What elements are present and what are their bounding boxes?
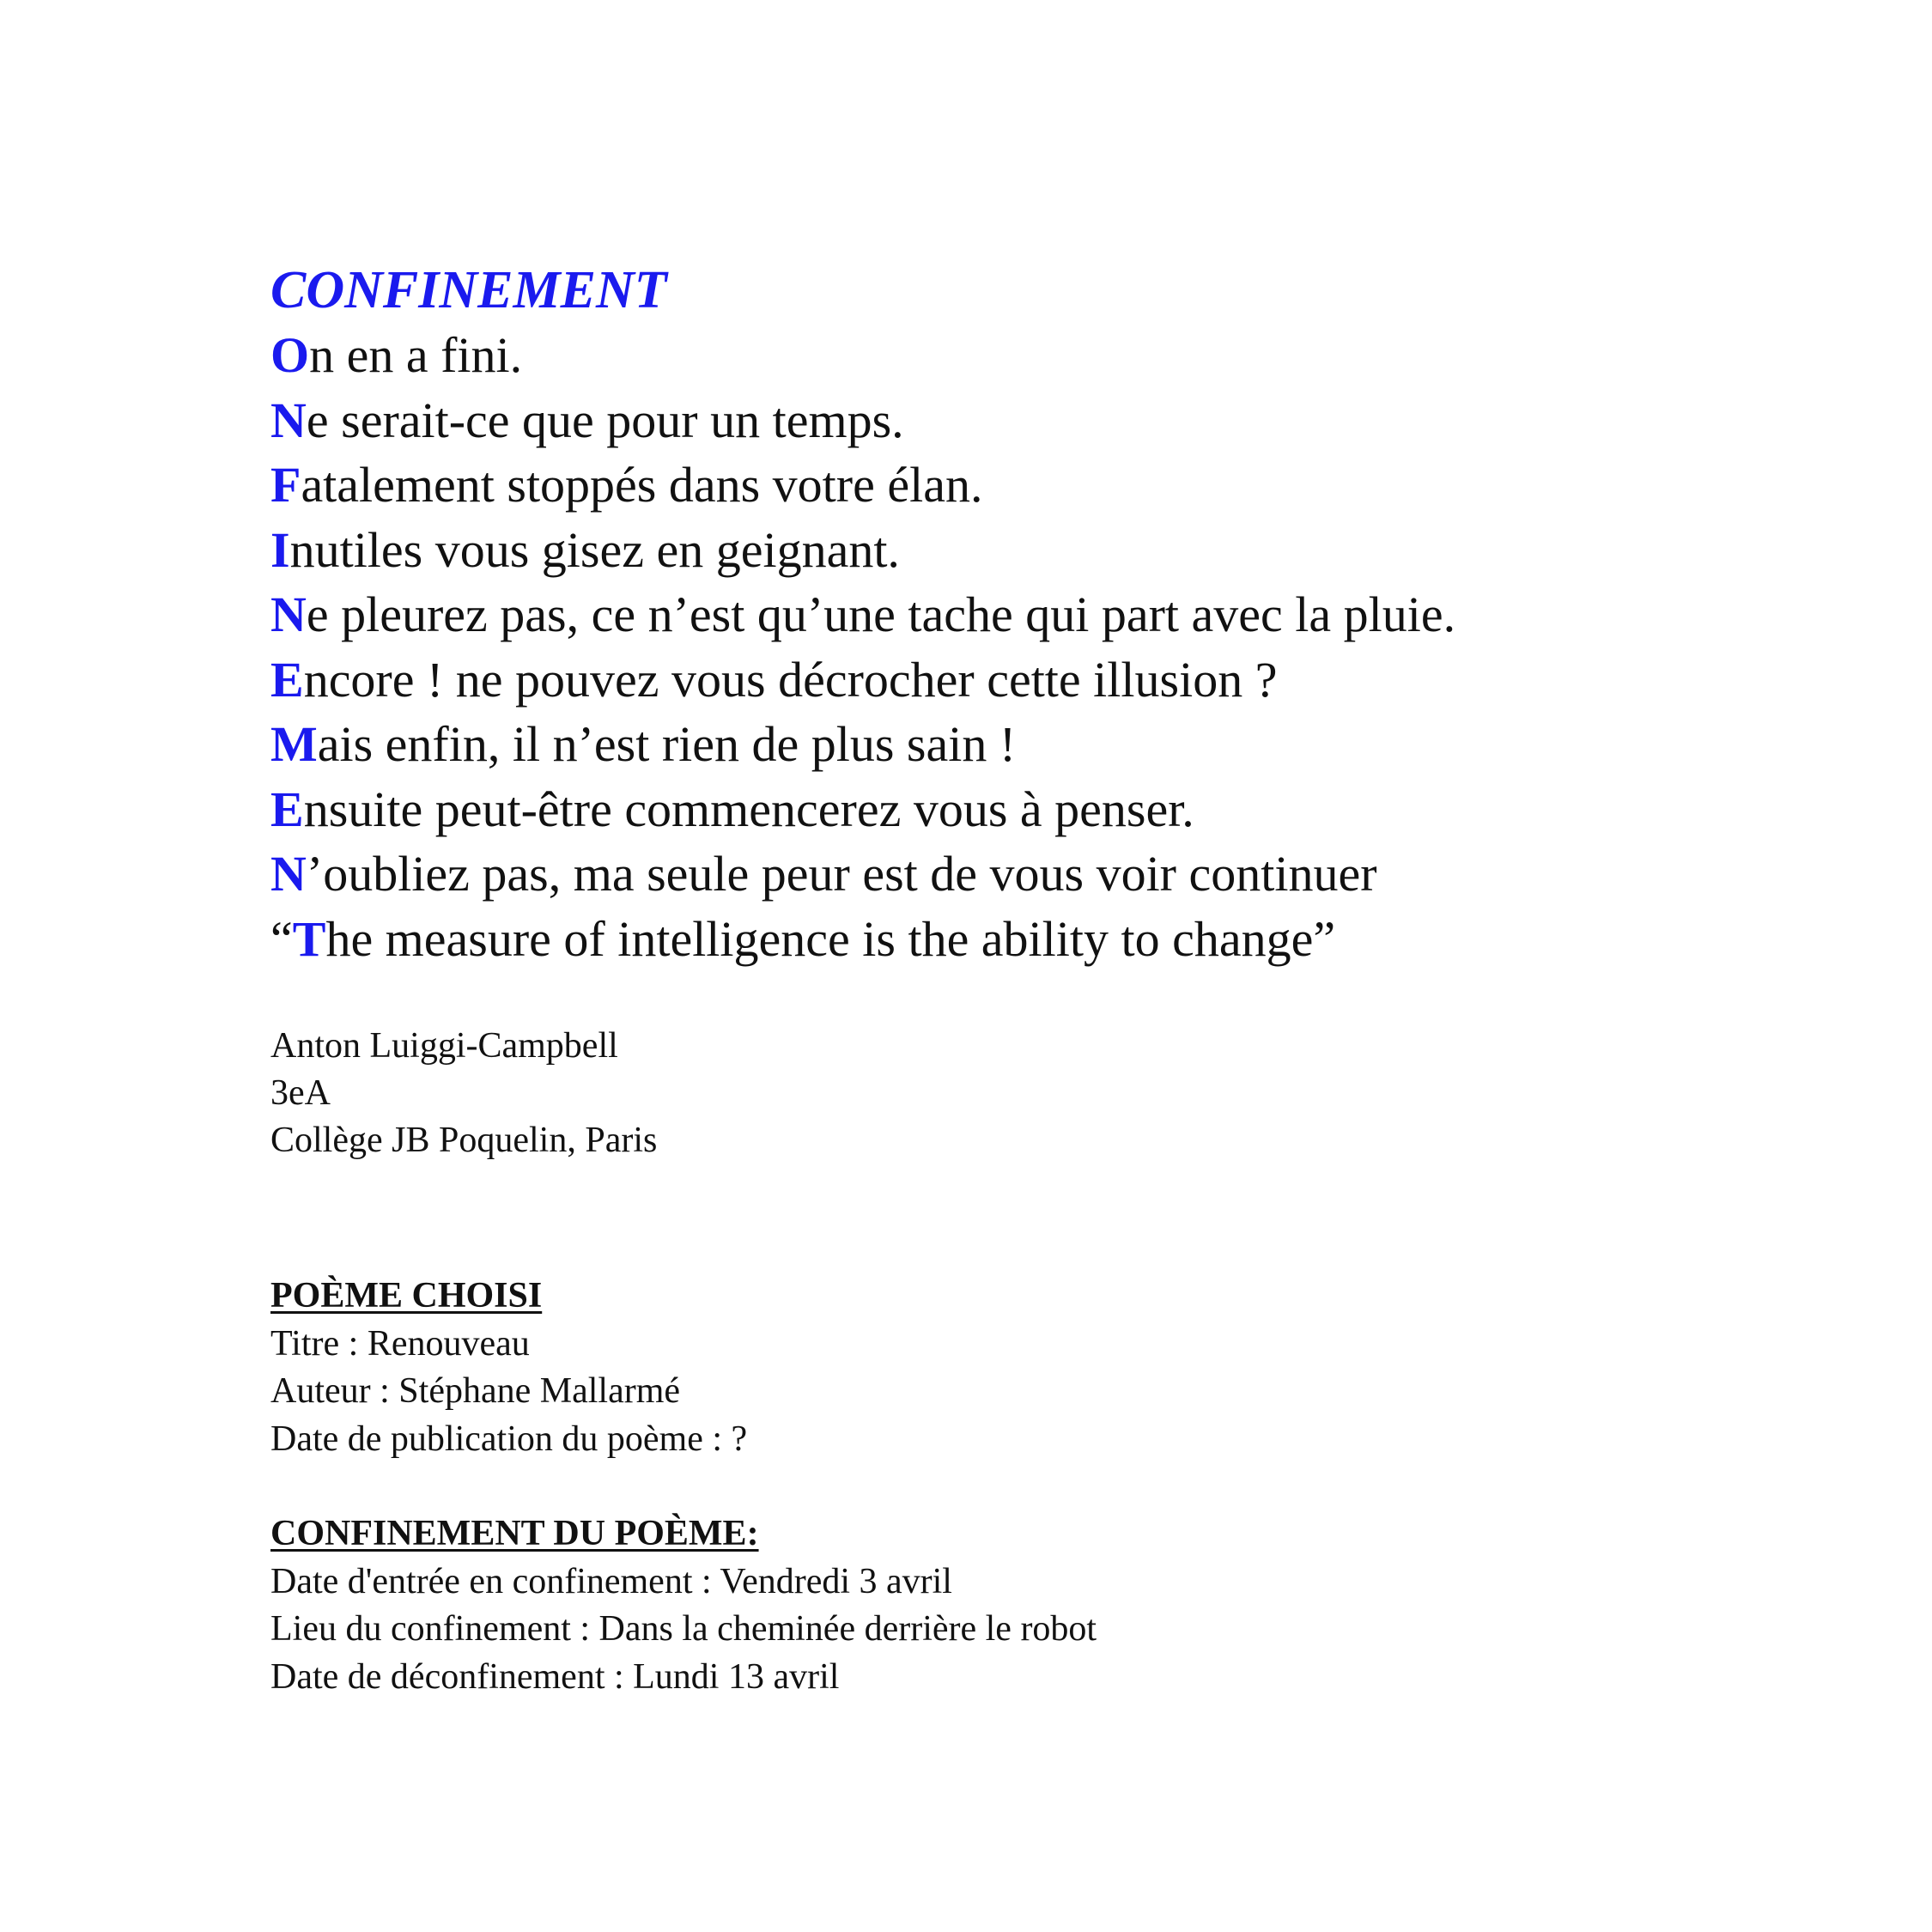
confinement-section: [270, 1510, 1902, 1701]
document-page: [270, 258, 1902, 1701]
poem-line: [270, 518, 1902, 583]
poem-line: [270, 841, 1902, 907]
line-text: n en a fini.: [309, 327, 523, 383]
line-text: atalement stoppés dans votre élan.: [301, 457, 983, 513]
chosen-poem-author: Auteur : Stéphane Mallarmé: [270, 1371, 681, 1411]
line-text: e serait-ce que pour un temps.: [306, 392, 904, 448]
confinement-place: Lieu du confinement : Dans la cheminée derrière le robot: [270, 1609, 1097, 1649]
acrostic-initial: N: [270, 846, 307, 902]
acrostic-initial: I: [270, 521, 290, 578]
line-text: nutiles vous gisez en geignant.: [289, 521, 900, 578]
line-prefix: “: [270, 910, 293, 967]
chosen-poem-section: [270, 1273, 1902, 1463]
confinement-entry-date: Date d'entrée en confinement : Vendredi 3 avril: [270, 1561, 952, 1601]
confinement-exit-date: Date de déconfinement : Lundi 13 avril: [270, 1656, 840, 1697]
poem-line: [270, 582, 1902, 647]
line-text: nsuite peut-être commencerez vous à penser.: [303, 781, 1194, 837]
line-text: e pleurez pas, ce n’est qu’une tache qui part avec la pluie.: [306, 586, 1456, 642]
acrostic-initial: M: [270, 716, 318, 772]
school-name: Collège JB Poquelin, Paris: [270, 1121, 658, 1160]
acrostic-initial: N: [270, 392, 307, 448]
poem-line: [270, 647, 1902, 713]
acrostic-initial: E: [270, 651, 304, 708]
poem-title: CONFINEMENT: [270, 261, 667, 319]
chosen-poem-date: Date de publication du poème : ?: [270, 1419, 748, 1459]
line-text: he measure of intelligence is the ability to change”: [325, 910, 1336, 967]
acrostic-poem: [270, 323, 1902, 971]
confinement-heading: CONFINEMENT DU POÈME:: [270, 1514, 759, 1553]
line-text: ’oubliez pas, ma seule peur est de vous voir continuer: [306, 846, 1377, 902]
line-text: ais enfin, il n’est rien de plus sain !: [317, 716, 1017, 772]
acrostic-initial: O: [270, 327, 310, 383]
signature-block: [270, 1023, 1902, 1164]
poem-line: [270, 388, 1902, 453]
poem-line: [270, 777, 1902, 842]
line-text: ncore ! ne pouvez vous décrocher cette illusion ?: [303, 651, 1278, 708]
class-name: 3eA: [270, 1073, 331, 1113]
acrostic-initial: T: [292, 910, 326, 967]
chosen-poem-title: Titre : Renouveau: [270, 1323, 530, 1364]
acrostic-initial: F: [270, 457, 301, 513]
poem-line: [270, 323, 1902, 388]
poem-line: [270, 907, 1902, 972]
poem-line: [270, 453, 1902, 518]
poem-line: [270, 712, 1902, 777]
acrostic-initial: N: [270, 586, 307, 642]
acrostic-initial: E: [270, 781, 304, 837]
chosen-poem-heading: POÈME CHOISI: [270, 1276, 543, 1315]
author-name: Anton Luiggi-Campbell: [270, 1026, 618, 1066]
